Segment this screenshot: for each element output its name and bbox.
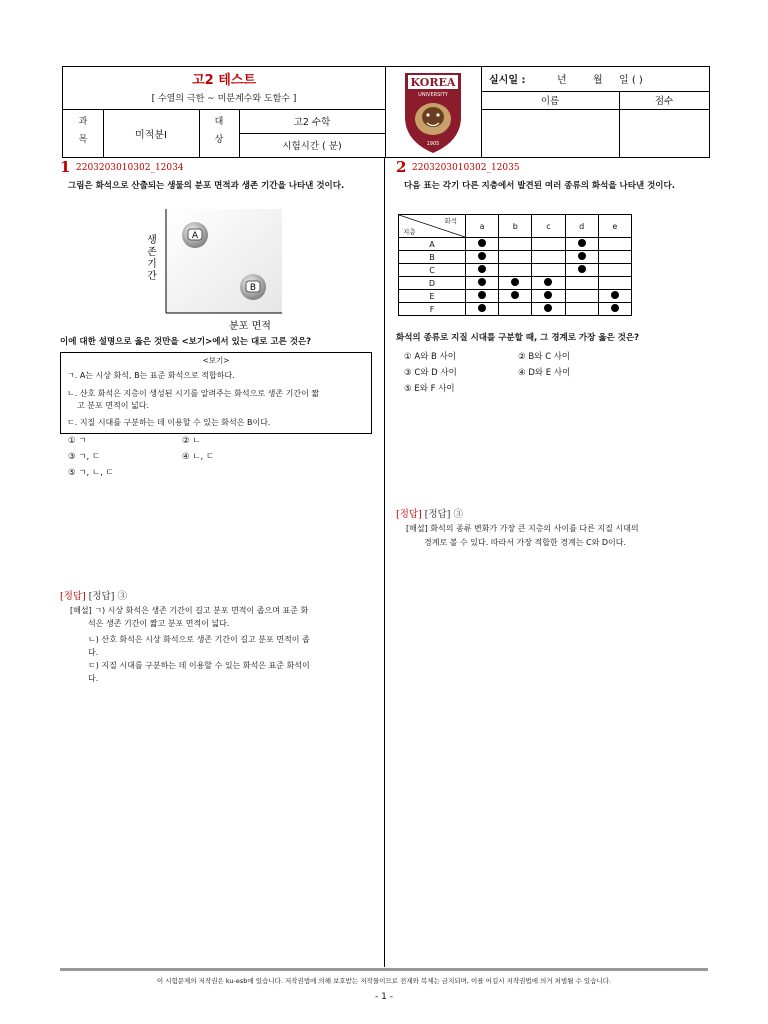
fossil-present-dot [544,291,552,299]
q2-question: 화석의 종류로 지질 시대를 구분할 때, 그 경계로 가장 옳은 것은? [396,333,640,343]
table-cell [532,264,565,277]
row-label: A [399,238,466,251]
table-cell [565,251,598,264]
q2-fossil-table [398,214,632,316]
q2-answer: [정답] [정답] ③ [396,509,463,520]
table-row [399,290,632,303]
q1-choice-1[interactable]: ① ㄱ [68,436,87,446]
fossil-present-dot [478,304,486,312]
table-cell [466,303,499,316]
table-cell [466,290,499,303]
table-cell [565,264,598,277]
score-field[interactable] [620,110,708,156]
table-cell [466,238,499,251]
fossil-present-dot [511,278,519,286]
q1-chart [132,205,302,335]
bogi-statement: ㄱ. A는 시상 화석, B는 표준 화석으로 적합하다. [67,371,235,380]
table-header: a [466,215,499,238]
q1-question: 이에 대한 설명으로 옳은 것만을 <보기>에서 있는 대로 고른 것은? [60,337,312,347]
table-cell [565,303,598,316]
chart-point-label: B [249,283,257,293]
table-cell [499,277,532,290]
q1-explanation: [해설] ㄱ) 시상 화석은 생존 기간이 길고 분포 면적이 좁으며 표준 화 [70,606,309,615]
q1-explanation: 석은 생존 기간이 짧고 분포 면적이 넓다. [88,619,230,628]
table-cell [466,277,499,290]
table-cell [598,277,631,290]
table-cell [532,238,565,251]
table-cell [598,303,631,316]
q2-prompt: 다음 표는 각기 다른 지층에서 발견된 여러 종류의 화석을 나타낸 것이다. [404,181,675,191]
chart-ylabel: 생 존 기 간 [147,235,157,282]
q2-explanation: 경계로 볼 수 있다. 따라서 가장 적합한 경계는 C와 D이다. [424,538,627,547]
q1-prompt: 그림은 화석으로 산출되는 생물의 분포 면적과 생존 기간을 나타낸 것이다. [68,181,345,191]
q1-bogi-box [60,352,372,434]
bogi-statement: ㄷ. 지질 시대를 구분하는 데 이용할 수 있는 화석은 B이다. [67,418,271,427]
date-day: 일 ( ) [619,75,643,86]
row-label: F [399,303,466,316]
table-cell [532,290,565,303]
q1-explanation: 다. [88,674,99,683]
name-field[interactable] [482,110,618,156]
table-cell [499,303,532,316]
q2-choice-3[interactable]: ③ C와 D 사이 [404,368,457,378]
bogi-statement: 고 분포 면적이 넓다. [77,401,149,410]
q1-explanation: ㄷ) 지질 시대를 구분하는 데 이용할 수 있는 화석은 표준 화석이 [88,661,310,670]
table-cell [598,238,631,251]
footer-copyright: 이 시험문제의 저작권은 ku-esb에 있습니다. 저작권법에 의해 보호받는 저작물이므로 전재와 복제는 금지되며, 이를 어길시 저작권법에 의거 처벌될 수 있습니다. [156,977,612,985]
q2-id: 2203203010302_12035 [412,163,520,173]
page-number: - 1 - [375,992,393,1002]
table-header: d [565,215,598,238]
score-label: 점수 [654,96,674,107]
bogi-title: <보기> [202,356,230,365]
q1-choice-4[interactable]: ④ ㄴ, ㄷ [182,452,215,462]
fossil-present-dot [578,252,586,260]
footer-rule [60,968,708,971]
table-header: b [499,215,532,238]
subject-value: 미적분Ⅰ [135,129,167,141]
date-year: 년 [557,75,567,86]
fossil-present-dot [478,252,486,260]
fossil-present-dot [544,278,552,286]
university-logo [385,67,481,157]
fossil-present-dot [478,265,486,273]
q1-explanation: 다. [88,648,99,657]
row-label: B [399,251,466,264]
q2-choice-1[interactable]: ① A와 B 사이 [404,352,457,362]
chart-xlabel: 분포 면적 [229,321,271,332]
table-cell [532,303,565,316]
exam-subtitle: [ 수열의 극한 ~ 미분계수와 도함수 ] [151,93,297,104]
table-corner: 화석 지층 [399,215,466,238]
fossil-present-dot [511,291,519,299]
fossil-present-dot [544,304,552,312]
svg-text:UNIVERSITY: UNIVERSITY [418,92,448,98]
q1-id: 2203203010302_12034 [76,163,184,173]
chart-point-label: A [191,231,199,241]
table-row [399,238,632,251]
bogi-statement: ㄴ. 산호 화석은 지층이 생성된 시기를 알려주는 화석으로 생존 기간이 짧 [67,389,320,398]
fossil-present-dot [478,278,486,286]
exam-time: 시험시간 ( 분) [282,141,342,152]
svg-text:1905: 1905 [426,141,440,147]
table-cell [598,251,631,264]
table-cell [532,251,565,264]
q1-choice-5[interactable]: ⑤ ㄱ, ㄴ, ㄷ [68,468,114,478]
table-row [399,277,632,290]
q1-choice-2[interactable]: ② ㄴ [182,436,201,446]
table-row [399,264,632,277]
q2-choice-2[interactable]: ② B와 C 사이 [518,352,571,362]
q1-choice-3[interactable]: ③ ㄱ, ㄷ [68,452,101,462]
q1-explanation: ㄴ) 산호 화석은 시상 화석으로 생존 기간이 길고 분포 면적이 좁 [88,635,310,644]
subject-label: 과 목 [78,117,88,145]
column-divider [384,157,385,967]
table-cell [466,251,499,264]
name-label: 이름 [540,96,560,107]
fossil-present-dot [478,291,486,299]
target-value: 고2 수학 [293,117,331,128]
table-cell [499,290,532,303]
exam-header [62,66,710,158]
q2-choice-5[interactable]: ⑤ E와 F 사이 [404,384,455,394]
q2-choice-4[interactable]: ④ D와 E 사이 [518,368,571,378]
table-header: c [532,215,565,238]
table-cell [565,238,598,251]
table-cell [598,290,631,303]
table-cell [499,251,532,264]
table-cell [598,264,631,277]
table-cell [565,290,598,303]
table-cell [565,277,598,290]
table-cell [532,277,565,290]
fossil-present-dot [578,265,586,273]
table-row [399,303,632,316]
row-label: C [399,264,466,277]
chart-plot-area [166,209,282,313]
table-cell [499,264,532,277]
fossil-present-dot [578,239,586,247]
fossil-present-dot [611,304,619,312]
row-label: E [399,290,466,303]
table-row [399,251,632,264]
target-label: 대 상 [214,117,224,145]
date-label: 실시일 : [489,75,526,86]
table-header: e [598,215,631,238]
svg-text:KOREA: KOREA [410,76,456,89]
q2-explanation: [해설] 화석의 종류 변화가 가장 큰 지층의 사이를 다른 지질 시대의 [406,524,639,533]
date-month: 월 [593,75,603,86]
table-cell [466,264,499,277]
table-cell [499,238,532,251]
q1-answer: [정답] [정답] ③ [60,591,127,602]
fossil-present-dot [611,291,619,299]
q1-number: 1 [60,158,71,176]
exam-title: 고2 테스트 [192,72,256,88]
q2-number: 2 [396,158,407,176]
fossil-present-dot [478,239,486,247]
row-label: D [399,277,466,290]
